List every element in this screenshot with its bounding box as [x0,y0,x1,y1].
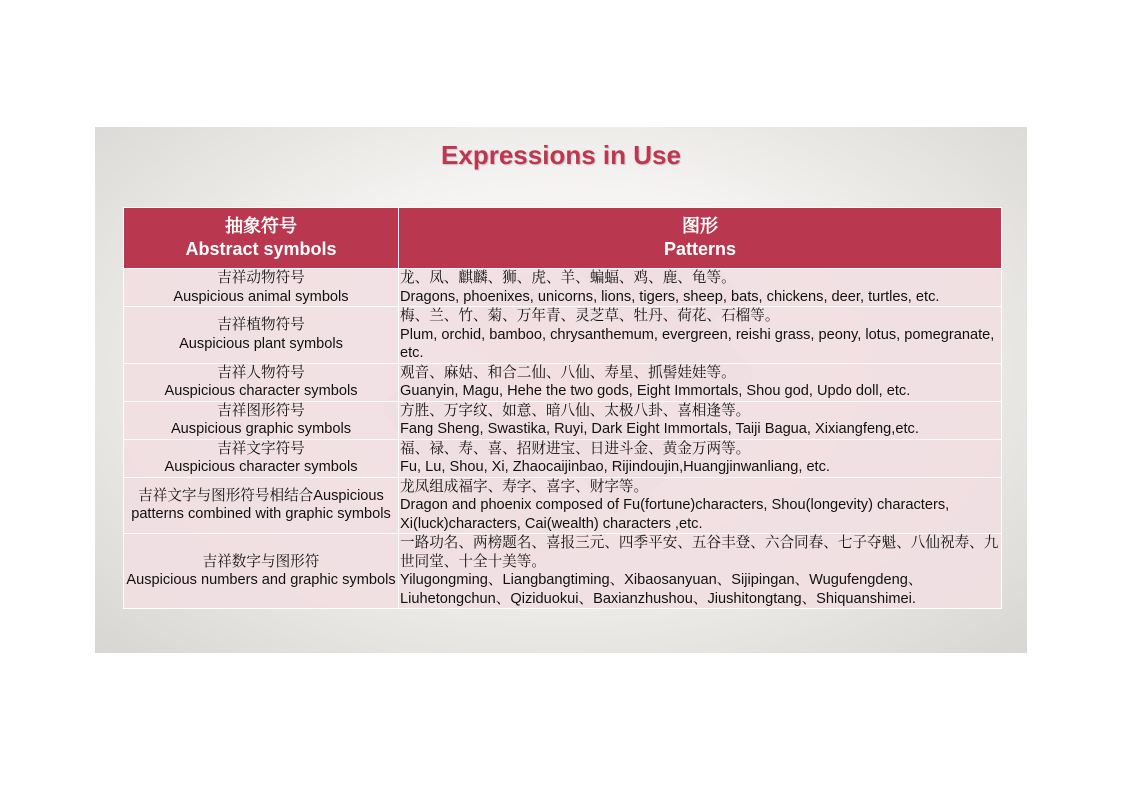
patterns-zh: 龙、凤、麒麟、狮、虎、羊、蝙蝠、鸡、鹿、龟等。 [400,270,736,286]
category-en: Auspicious character symbols [164,459,358,475]
patterns-zh: 龙凤组成福字、寿字、喜字、财字等。 [400,478,649,495]
symbols-table [123,207,1002,609]
patterns-zh: 方胜、万字纹、如意、暗八仙、太极八卦、喜相逢等。 [400,402,751,419]
category-zh: 吉祥图形符号 [217,402,305,419]
patterns-en: Dragon and phoenix composed of Fu(fortune)characters, Shou(longevity) characters, Xi(luck)characters, Cai(wealth) characters ,etc. [400,497,950,532]
category-zh: 吉祥数字与图形符 [202,553,320,570]
page-title: Expressions in Use [441,140,681,170]
patterns-zh: 一路功名、两榜题名、喜报三元、四季平安、五谷丰登、六合同春、七子夺魁、八仙祝寿、九世同堂、十全十美等。 [400,535,999,570]
category-cell [124,363,399,401]
category-cell [124,269,399,307]
category-zh: 吉祥动物符号 [217,270,305,286]
patterns-zh: 福、禄、寿、喜、招财进宝、日进斗金、黄金万两等。 [400,440,751,457]
header-en: Patterns [663,239,737,259]
category-cell [124,477,399,534]
table-row [124,439,1002,477]
patterns-en: Guanyin, Magu, Hehe the two gods, Eight Immortals, Shou god, Updo doll, etc. [400,383,911,399]
category-en: Auspicious plant symbols [179,335,343,352]
category-en: Auspicious graphic symbols [170,421,352,437]
patterns-zh: 梅、兰、竹、菊、万年青、灵芝草、牡丹、荷花、石榴等。 [400,308,780,324]
table-row [124,269,1002,307]
header-abstract-symbols [124,208,399,269]
category-en: Auspicious numbers and graphic symbols [126,572,396,588]
category-en: Auspicious character symbols [164,383,358,399]
category-zh: 吉祥植物符号 [217,317,305,334]
patterns-cell [399,534,1002,609]
patterns-en: Fu, Lu, Shou, Xi, Zhaocaijinbao, Rijindoujin,Huangjinwanliang, etc. [400,459,830,475]
patterns-en: Fang Sheng, Swastika, Ruyi, Dark Eight Immortals, Taiji Bagua, Xixiangfeng,etc. [400,421,919,437]
header-en: Abstract symbols [185,239,337,259]
patterns-cell [399,307,1002,364]
patterns-en: Plum, orchid, bamboo, chrysanthemum, evergreen, reishi grass, peony, lotus, pomegranate, etc. [400,326,995,361]
table-row [124,307,1002,364]
patterns-cell [399,269,1002,307]
category-zh: 吉祥人物符号 [217,364,305,381]
patterns-cell [399,363,1002,401]
category-cell [124,534,399,609]
patterns-zh: 观音、麻姑、和合二仙、八仙、寿星、抓髻娃娃等。 [400,364,736,381]
header-zh: 抽象符号 [225,216,297,236]
table-row [124,477,1002,534]
patterns-cell [399,477,1002,534]
patterns-cell [399,401,1002,439]
category-cell [124,439,399,477]
category-zh: 吉祥文字与图形符号相结合Auspicious patterns combined with graphic symbols [131,487,391,523]
patterns-cell [399,439,1002,477]
category-zh: 吉祥文字符号 [217,440,305,457]
table-row [124,401,1002,439]
category-cell [124,401,399,439]
category-cell [124,307,399,364]
patterns-en: Dragons, phoenixes, unicorns, lions, tigers, sheep, bats, chickens, deer, turtles, etc. [400,288,940,305]
category-en: Auspicious animal symbols [173,288,349,305]
header-patterns [399,208,1002,269]
patterns-en: Yilugongming、Liangbangtiming、Xibaosanyuan、Sijipingan、Wugufengdeng、Liuhetongchun、Qiziduokui、Baxianzhushou、Jiushitongtang、Shiquanshimei. [400,572,923,607]
slide [95,127,1027,653]
header-zh: 图形 [682,216,718,236]
table-row [124,363,1002,401]
table-row [124,534,1002,609]
table-header-row [124,208,1002,269]
